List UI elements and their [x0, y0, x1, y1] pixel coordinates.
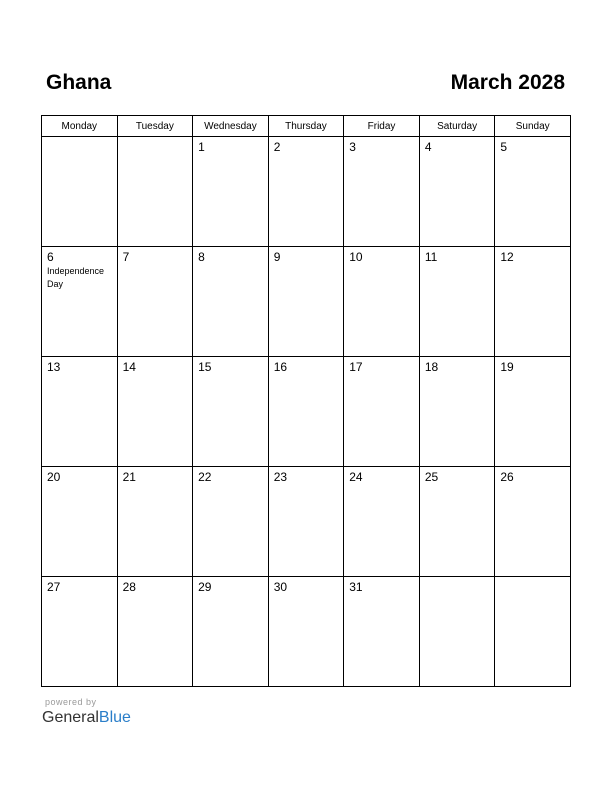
calendar-day-cell: [344, 137, 420, 247]
day-number: 4: [424, 140, 432, 154]
day-number: 24: [349, 470, 363, 484]
logo-word-general: General: [42, 709, 99, 726]
generalblue-logo: [42, 708, 131, 728]
calendar-week-row: [42, 577, 571, 687]
day-number: 6: [47, 250, 54, 264]
calendar-week-row: [42, 467, 571, 577]
calendar-day-cell: [117, 357, 193, 467]
day-number: 15: [198, 360, 212, 374]
day-number: 2: [273, 140, 281, 154]
day-number: 14: [122, 360, 136, 374]
day-number: 7: [122, 250, 130, 264]
day-number: 23: [273, 470, 288, 484]
day-number: 17: [349, 360, 363, 374]
calendar-day-cell: [495, 137, 571, 247]
calendar-day-cell: [42, 467, 118, 577]
brand-footer: [42, 697, 131, 728]
calendar-day-cell: [268, 247, 344, 357]
calendar-day-cell: [419, 137, 495, 247]
weekday-saturday: Saturday: [419, 116, 495, 137]
day-number: 22: [198, 470, 212, 484]
day-number: 19: [500, 360, 514, 374]
calendar-day-cell: [268, 137, 344, 247]
calendar-day-cell: [117, 577, 193, 687]
weekday-thursday: Thursday: [268, 116, 344, 137]
day-number: 5: [500, 140, 508, 154]
calendar-day-cell: [42, 247, 118, 357]
day-number: 31: [349, 580, 363, 594]
calendar-day-cell: [42, 357, 118, 467]
calendar-day-cell: [495, 247, 571, 357]
day-number: 1: [198, 140, 205, 154]
day-number: 18: [424, 360, 439, 374]
day-number: 21: [122, 470, 136, 484]
month-year-title: March 2028: [450, 71, 565, 94]
day-number: 8: [198, 250, 205, 264]
day-number: 12: [500, 250, 514, 264]
day-number: 3: [349, 140, 356, 154]
day-number: 29: [198, 580, 212, 594]
calendar-day-cell: [344, 467, 420, 577]
calendar-day-cell: [193, 357, 269, 467]
holiday-label: Independence Day: [47, 266, 105, 289]
weekday-wednesday: Wednesday: [193, 116, 269, 137]
logo-word-blue: Blue: [98, 709, 131, 726]
day-number: 13: [47, 360, 61, 374]
powered-by-label: powered by: [45, 697, 97, 707]
calendar-day-cell: [42, 577, 118, 687]
day-number: 16: [273, 360, 288, 374]
calendar-week-row: [42, 247, 571, 357]
calendar-day-cell: [419, 247, 495, 357]
day-number: 25: [424, 470, 439, 484]
calendar-day-cell: [268, 577, 344, 687]
calendar-day-cell: [419, 467, 495, 577]
calendar-day-cell: [193, 467, 269, 577]
day-number: 30: [273, 580, 288, 594]
weekday-monday: Monday: [42, 116, 118, 137]
day-number: 26: [500, 470, 514, 484]
day-number: 27: [47, 580, 61, 594]
weekday-header-row: [42, 116, 571, 137]
calendar-day-cell: [193, 247, 269, 357]
calendar-day-cell: [419, 577, 495, 687]
calendar-day-cell: [495, 467, 571, 577]
country-title: Ghana: [46, 71, 112, 94]
calendar-week-row: [42, 357, 571, 467]
weekday-friday: Friday: [344, 116, 420, 137]
calendar-day-cell: [193, 137, 269, 247]
calendar-day-cell: [42, 137, 118, 247]
day-number: 11: [424, 250, 438, 264]
calendar-day-cell: [193, 577, 269, 687]
day-number: 20: [47, 470, 61, 484]
day-number: 28: [122, 580, 136, 594]
calendar-day-cell: [495, 577, 571, 687]
calendar-day-cell: [268, 357, 344, 467]
calendar-grid: [41, 115, 571, 687]
weekday-sunday: Sunday: [495, 116, 571, 137]
calendar-week-row: [42, 137, 571, 247]
calendar-day-cell: [117, 137, 193, 247]
calendar-day-cell: [344, 577, 420, 687]
calendar-day-cell: [419, 357, 495, 467]
calendar-day-cell: [344, 247, 420, 357]
calendar-day-cell: [117, 467, 193, 577]
weekday-tuesday: Tuesday: [117, 116, 193, 137]
calendar-day-cell: [344, 357, 420, 467]
calendar-day-cell: [268, 467, 344, 577]
calendar-day-cell: [117, 247, 193, 357]
day-number: 10: [349, 250, 363, 264]
calendar-day-cell: [495, 357, 571, 467]
day-number: 9: [273, 250, 281, 264]
